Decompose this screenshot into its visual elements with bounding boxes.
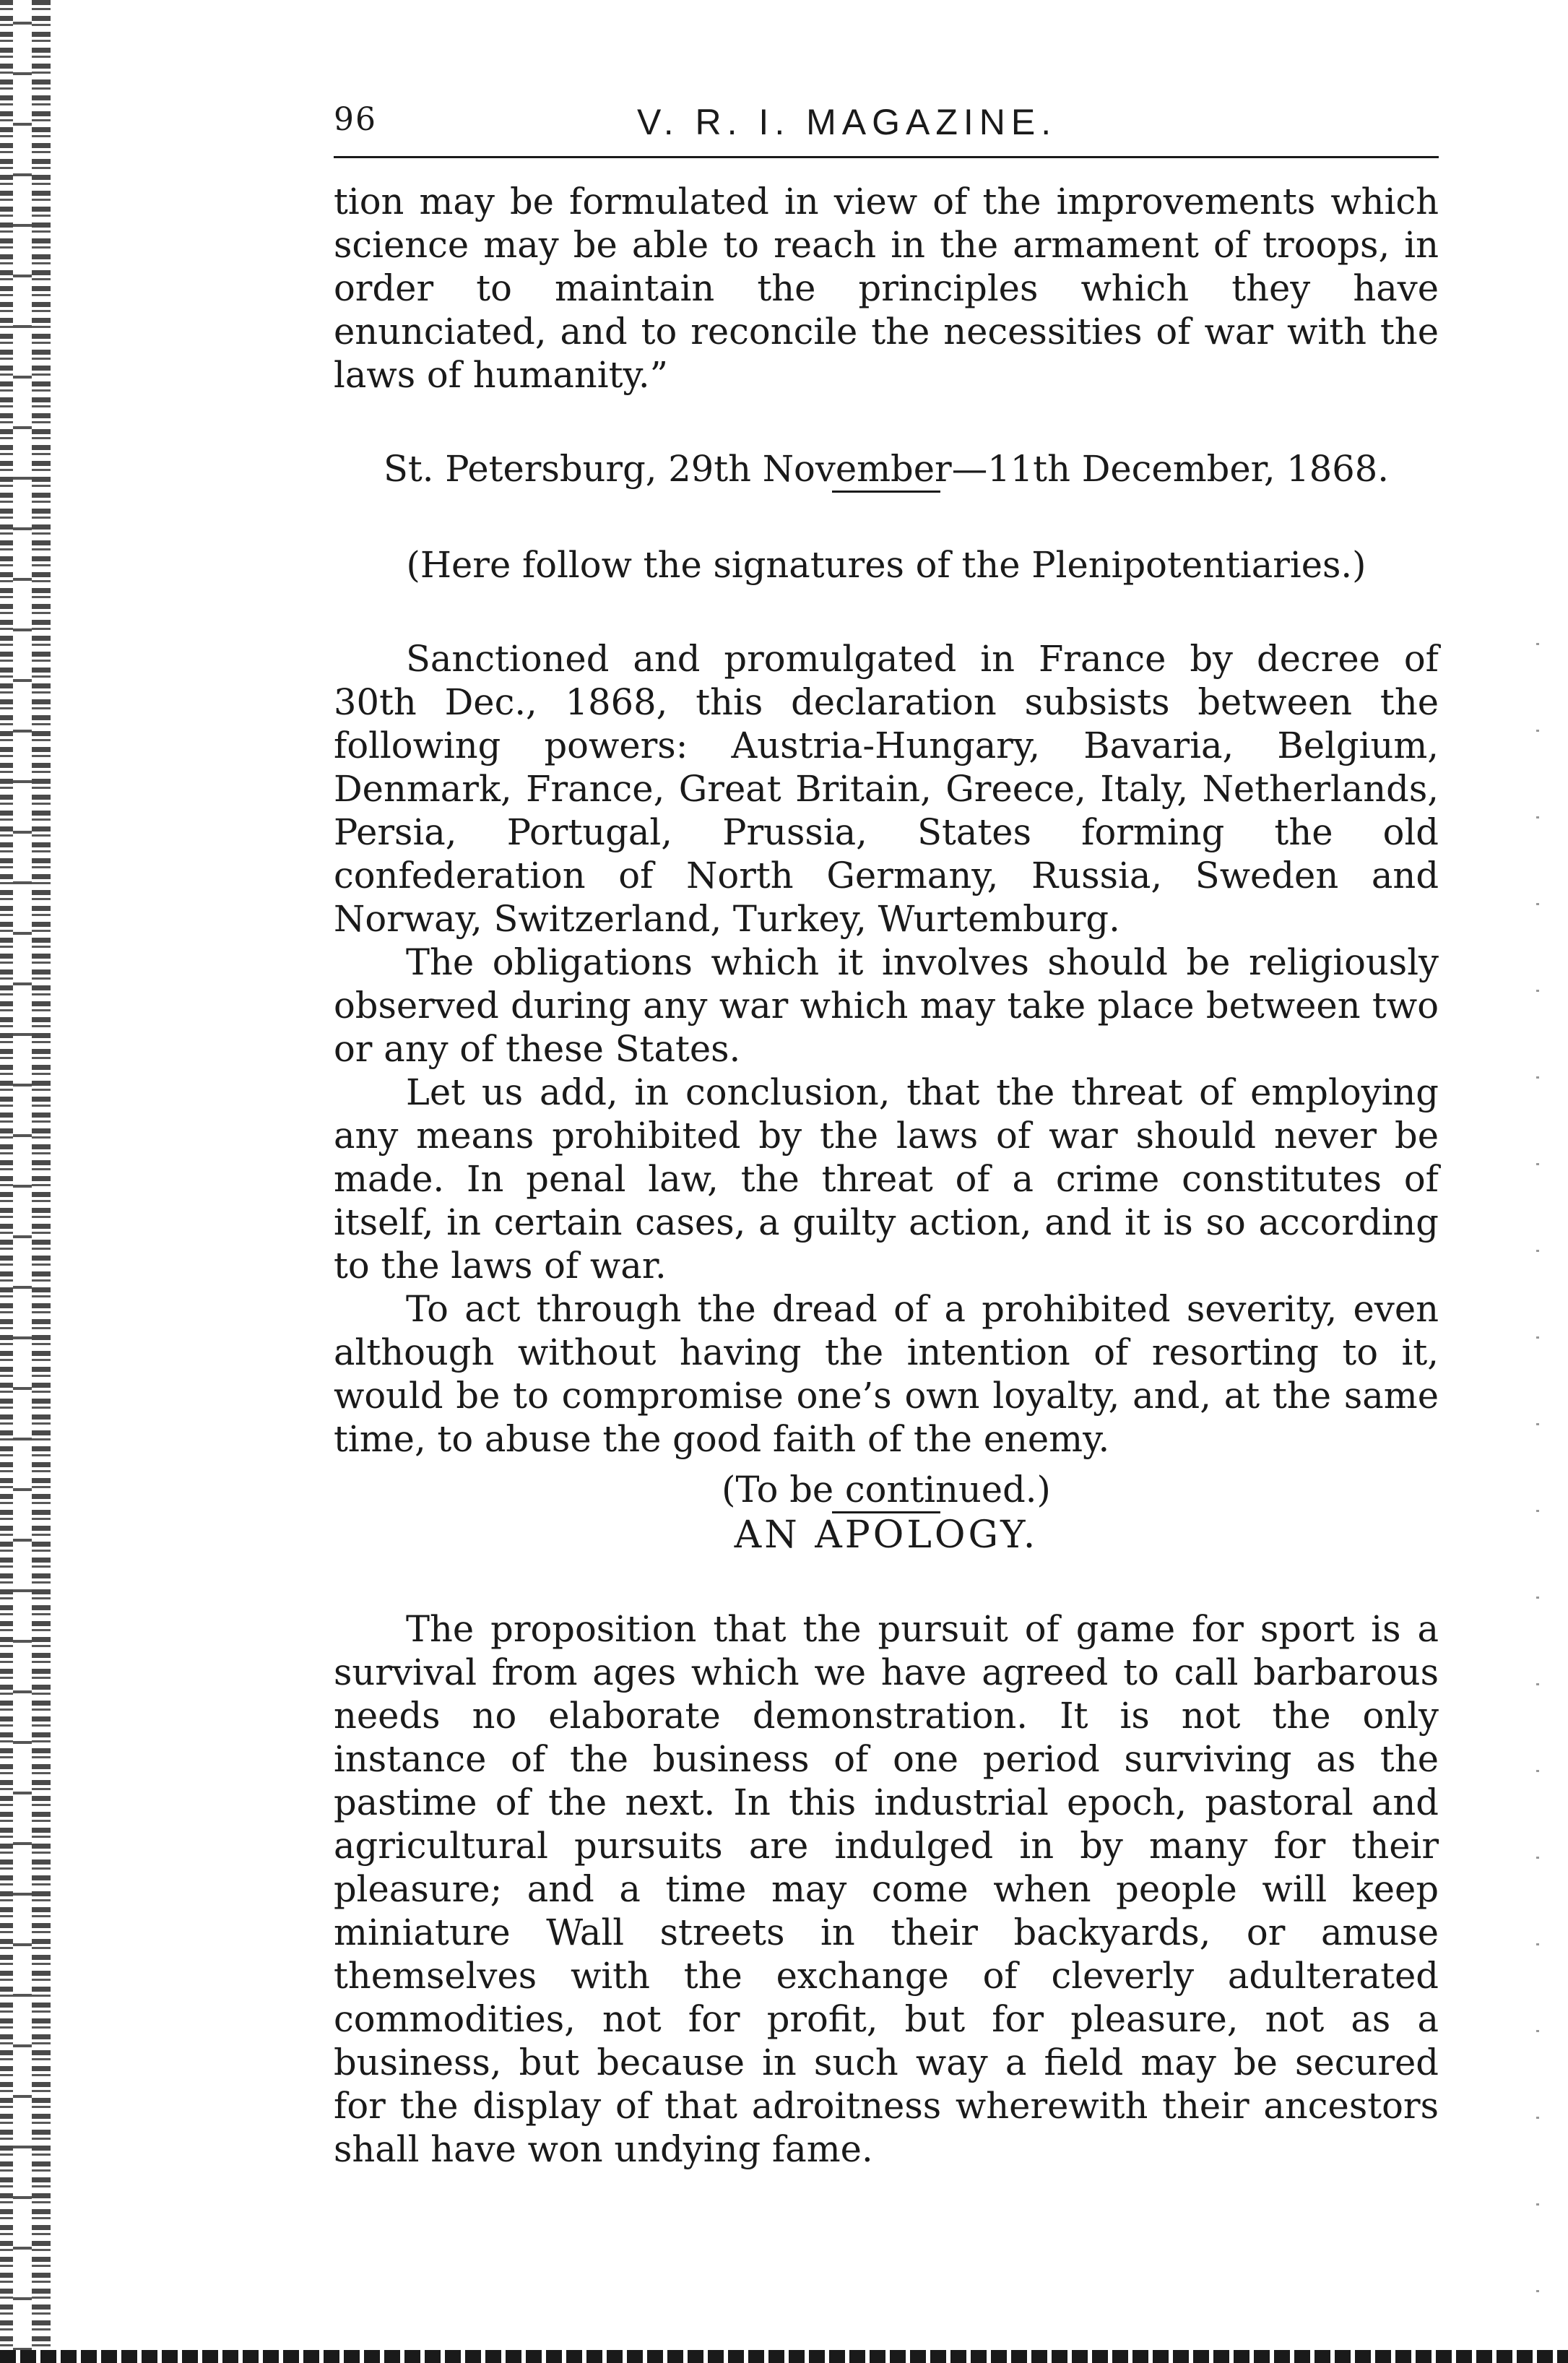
journal-title: V. R. I. MAGAZINE. bbox=[637, 102, 1057, 142]
sanctioned-paragraph: Sanctioned and promulgated in France by decree of 30th Dec., 1868, this declaration subsists between the following powers: Austria-Hungary, Bavaria, Belgium, Denmark, France, Great Britain, Greece, Italy, Netherlands, Persia, Portugal, Prussia, States forming the old confederation of North Germany, Russia, Sweden and Norway, Switzerland, Turkey, Wurtemburg. bbox=[334, 638, 1439, 940]
opening-paragraph: tion may be formulated in view of the improvements which science may be able to reach in the armament of troops, in order to maintain the principles which they have enunciated, and to reconcile the necessities of war with the laws of humanity.” bbox=[334, 181, 1439, 396]
header-rule bbox=[334, 156, 1439, 158]
apology-paragraph: The proposition that the pursuit of game for sport is a survival from ages which we have agreed to call barbarous needs no elaborate demonstration. It is not the only instance of the business of one period surviving as the pastime of the next. In this industrial epoch, pastoral and agricultural pursuits are indulged in by many for their pleasure; and a time may come when people will keep miniature Wall streets in their backyards, or amuse themselves with the exchange of cleverly adulterated commodities, not for profit, but for pleasure, not as a business, but because in such way a field may be secured for the display of that adroitness wherewith their ancestors shall have won undying fame. bbox=[334, 1608, 1439, 2170]
running-head bbox=[334, 94, 1439, 152]
page-bottom-edge bbox=[0, 2350, 1568, 2363]
apology-heading: AN APOLOGY. bbox=[734, 1513, 1039, 1557]
dread-paragraph: To act through the dread of a prohibited severity, even although without having the intention of resorting to it, would be to compromise one’s own loyalty, and, at the same time, to abuse the good faith of the enemy. bbox=[334, 1288, 1439, 1460]
page-number: 96 bbox=[334, 101, 377, 138]
continued-note: (To be continued.) bbox=[722, 1469, 1051, 1511]
magazine-page bbox=[334, 94, 1439, 2171]
margin-specks bbox=[1536, 643, 1539, 2304]
separator-rule bbox=[832, 491, 940, 493]
obligations-paragraph: The obligations which it involves should be religiously observed during any war which may take place between two or any of these States. bbox=[334, 941, 1439, 1070]
signatures-note: (Here follow the signatures of the Plenipotentiaries.) bbox=[406, 544, 1366, 586]
binding-stitching bbox=[13, 0, 32, 2363]
dateline: St. Petersburg, 29th November—11th December, 1868. bbox=[383, 448, 1390, 490]
conclusion-paragraph: Let us add, in conclusion, that the threat of employing any means prohibited by the laws of war should never be made. In penal law, the threat of a crime constitutes of itself, in certain cases, a guilty action, and it is so according to the laws of war. bbox=[334, 1071, 1439, 1287]
